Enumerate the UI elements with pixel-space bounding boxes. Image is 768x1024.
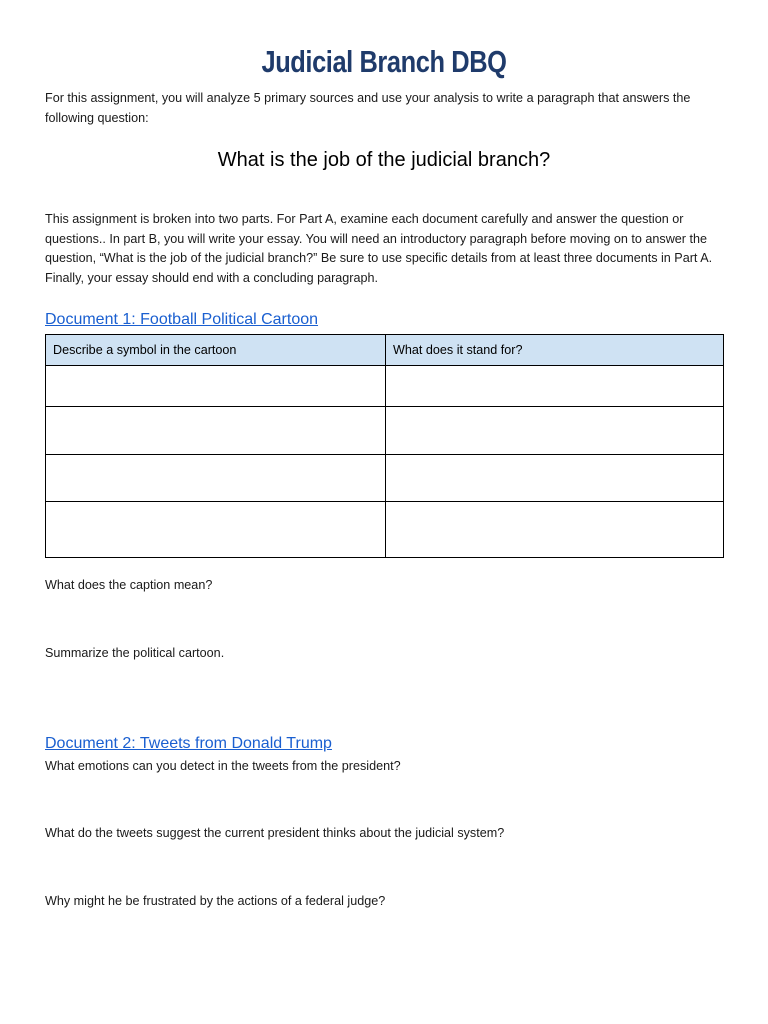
question-summarize: Summarize the political cartoon. bbox=[45, 646, 225, 660]
symbol-table bbox=[45, 334, 724, 558]
table-cell-meaning[interactable] bbox=[386, 455, 724, 502]
question-caption: What does the caption mean? bbox=[45, 578, 213, 592]
table-cell-symbol[interactable] bbox=[46, 502, 386, 558]
table-header-symbol: Describe a symbol in the cartoon bbox=[46, 335, 386, 366]
table-header-row bbox=[46, 335, 724, 366]
table-cell-symbol[interactable] bbox=[46, 366, 386, 407]
question-frustrated: Why might he be frustrated by the actions of a federal judge? bbox=[45, 894, 386, 908]
document-1-heading[interactable]: Document 1: Football Political Cartoon bbox=[45, 311, 319, 328]
document-2-heading[interactable]: Document 2: Tweets from Donald Trump bbox=[45, 735, 332, 752]
page-title: Judicial Branch DBQ bbox=[261, 44, 507, 79]
table-cell-symbol[interactable] bbox=[46, 407, 386, 455]
table-cell-meaning[interactable] bbox=[386, 366, 724, 407]
table-cell-meaning[interactable] bbox=[386, 502, 724, 558]
table-row bbox=[46, 455, 724, 502]
question-judicial-system: What do the tweets suggest the current president thinks about the judicial system? bbox=[45, 826, 505, 840]
intro-paragraph: For this assignment, you will analyze 5 primary sources and use your analysis to write a paragraph that answers the following question: bbox=[45, 91, 691, 125]
table-row bbox=[46, 502, 724, 558]
table-row bbox=[46, 366, 724, 407]
table-cell-symbol[interactable] bbox=[46, 455, 386, 502]
table-cell-meaning[interactable] bbox=[386, 407, 724, 455]
main-question: What is the job of the judicial branch? bbox=[217, 149, 551, 171]
instructions-paragraph: This assignment is broken into two parts. For Part A, examine each document carefully and answer the question or questions.. In part B, you will write your essay. You will need an introductory paragraph before moving on to answer the question, “What is the job of the judicial branch?” Be sure to use specific details from at least three documents in Part A. Finally, your essay should end with a concluding paragraph. bbox=[45, 212, 713, 285]
table-row bbox=[46, 407, 724, 455]
question-emotions: What emotions can you detect in the tweets from the president? bbox=[45, 759, 401, 773]
table-header-meaning: What does it stand for? bbox=[386, 335, 724, 366]
